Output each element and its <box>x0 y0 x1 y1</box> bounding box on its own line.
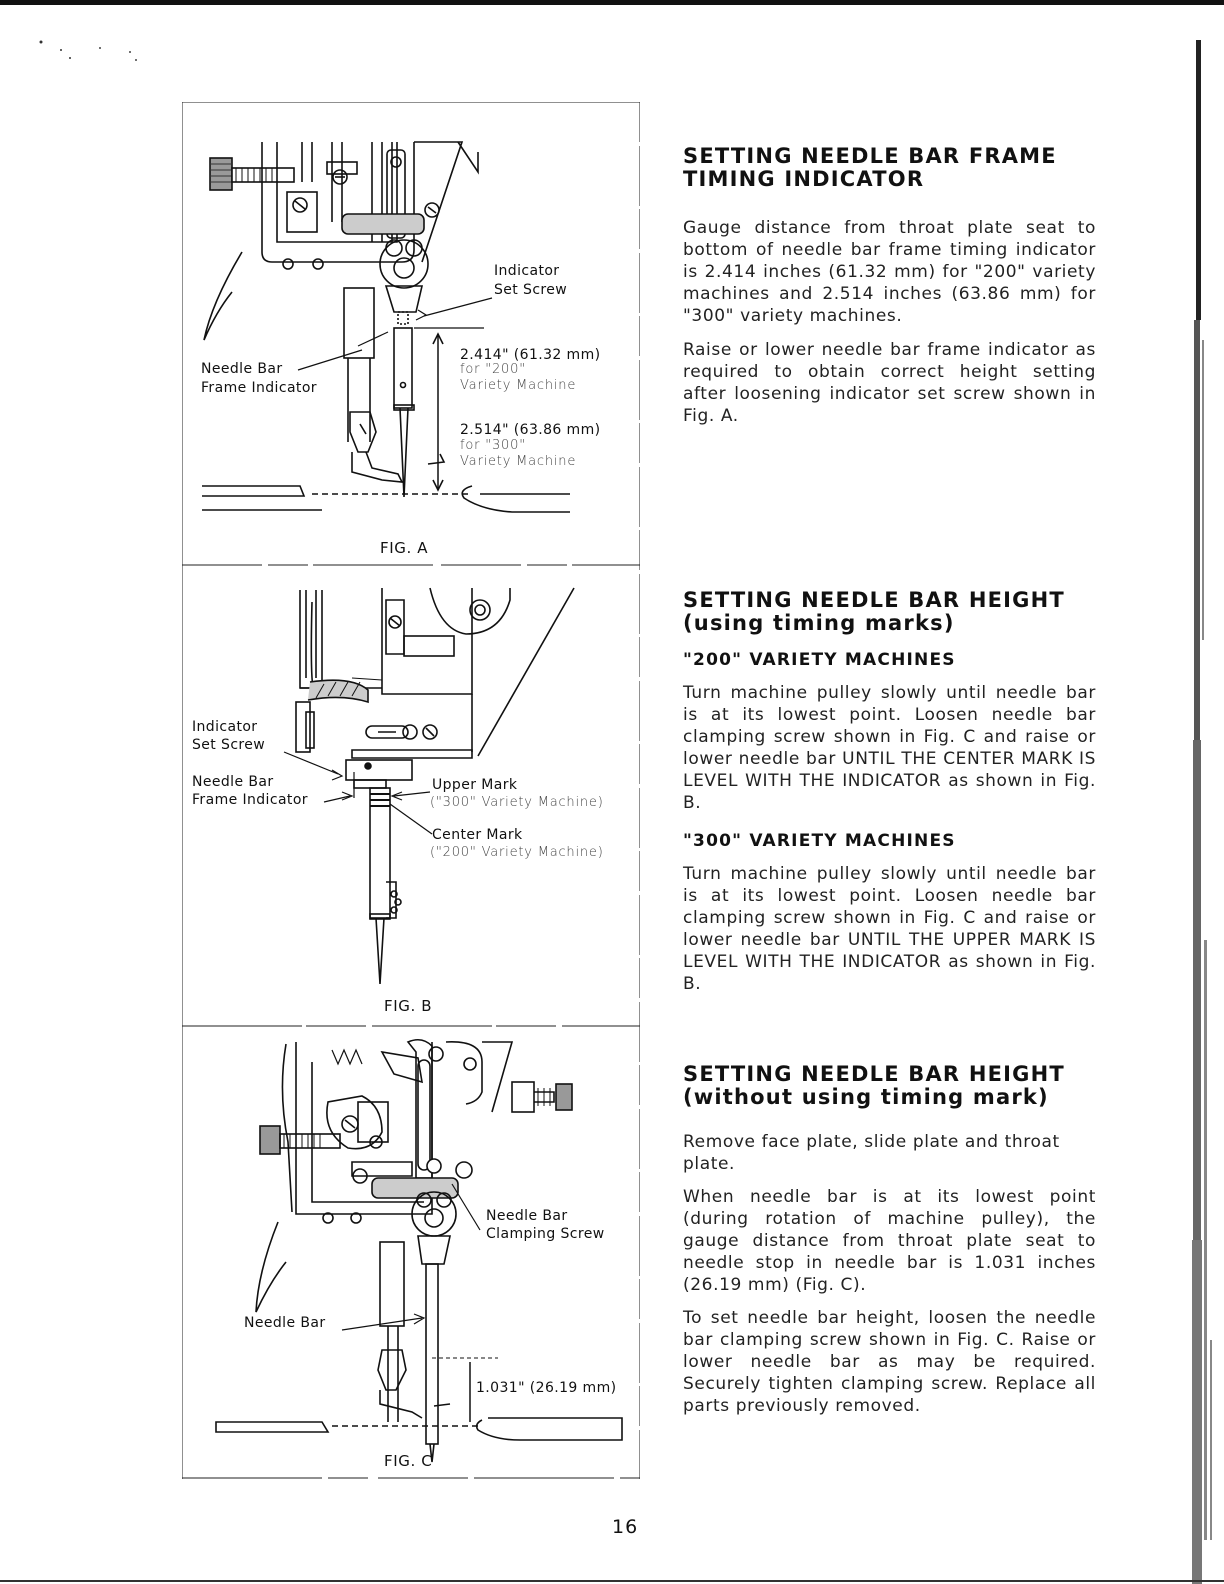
paragraph: Turn machine pulley slowly until needle bar is at its lowest point. Loosen needle bar clamping screw shown in Fig. C and raise or lower needle bar UNTIL THE UPPER MARK IS LEVEL WITH THE INDICATOR as shown in Fig. B. <box>683 864 1096 994</box>
fig-b-center-mark: Center Mark <box>432 827 523 843</box>
fig-b-upper-mark-note: ("300" Variety Machine) <box>430 795 604 810</box>
fig-a-label-frame-indicator: Frame Indicator <box>201 380 317 396</box>
fig-c-label-needle-bar-only: Needle Bar <box>244 1315 326 1331</box>
fig-c-label-clamping-screw: Clamping Screw <box>486 1226 605 1242</box>
fig-b-caption: FIG. B <box>384 997 433 1015</box>
page-top-border <box>0 0 1224 5</box>
page-number: 16 <box>612 1516 639 1538</box>
section-title: SETTING NEEDLE BAR FRAME TIMING INDICATOR <box>683 144 1057 191</box>
fig-a-dim-300-value: 2.514" (63.86 mm) <box>460 422 601 438</box>
fig-a-dim-200-value: 2.414" (61.32 mm) <box>460 347 601 363</box>
fig-a-dim-200-variety: Variety Machine <box>460 378 577 393</box>
fig-c-caption: FIG. C <box>384 1452 433 1470</box>
section-height-marks <box>683 589 1096 995</box>
fig-b-label-frame-indicator: Frame Indicator <box>192 792 308 808</box>
fig-a-dim-200-for: for "200" <box>460 362 526 377</box>
paragraph: When needle bar is at its lowest point (during rotation of machine pulley), the gauge distance from throat plate seat to needle stop in needle bar is 1.031 inches (26.19 mm) (Fig. C). <box>683 1187 1096 1295</box>
paragraph: Turn machine pulley slowly until needle bar is at its lowest point. Loosen needle bar clamping screw shown in Fig. C and raise or lower needle bar UNTIL THE CENTER MARK IS LEVEL WITH THE INDICATOR as shown in Fig. B. <box>683 683 1096 813</box>
page-bottom-border <box>0 1580 1224 1582</box>
fig-a-label-indicator: Indicator <box>494 263 560 279</box>
fig-b-drawing <box>284 588 574 984</box>
scan-edge-shadow <box>1190 40 1224 1584</box>
section-timing-indicator <box>683 145 1096 427</box>
fig-c-label-needle-bar: Needle Bar <box>486 1208 568 1224</box>
fig-b-center-mark-note: ("200" Variety Machine) <box>430 845 604 860</box>
fig-a-dim-300-variety: Variety Machine <box>460 454 577 469</box>
fig-b-label-set-screw: Set Screw <box>192 737 266 753</box>
scan-specks <box>30 30 150 70</box>
fig-a-label-needle-bar: Needle Bar <box>201 361 283 377</box>
section-title: SETTING NEEDLE BAR HEIGHT (without using timing mark) <box>683 1062 1065 1109</box>
paragraph: Gauge distance from throat plate seat to bottom of needle bar frame timing indicator is 2.414 inches (61.32 mm) for "200" variety machines and 2.514 inches (63.86 mm) for "300" variety machines. <box>683 218 1096 326</box>
paragraph: To set needle bar height, loosen the needle bar clamping screw shown in Fig. C. Raise or lower needle bar as may be required. Securely tighten clamping screw. Replace all parts previously removed. <box>683 1308 1096 1416</box>
paragraph: Remove face plate, slide plate and throat plate. <box>683 1132 1060 1174</box>
fig-c-drawing <box>216 1040 622 1462</box>
fig-a-dim-300-for: for "300" <box>460 438 526 453</box>
figures-panel <box>182 102 640 1479</box>
subheading-200: "200" VARIETY MACHINES <box>683 650 956 670</box>
fig-a-caption: FIG. A <box>380 539 429 557</box>
fig-c-dim: 1.031" (26.19 mm) <box>476 1380 617 1396</box>
section-height-no-mark <box>683 1063 1096 1417</box>
subheading-300: "300" VARIETY MACHINES <box>683 831 956 851</box>
section-title: SETTING NEEDLE BAR HEIGHT (using timing marks) <box>683 588 1065 635</box>
fig-b-label-indicator: Indicator <box>192 719 258 735</box>
fig-b-upper-mark: Upper Mark <box>432 777 518 793</box>
paragraph: Raise or lower needle bar frame indicator as required to obtain correct height setting after loosening indicator set screw shown in Fig. A. <box>683 340 1096 426</box>
fig-a-label-set-screw: Set Screw <box>494 282 568 298</box>
fig-b-label-needle-bar: Needle Bar <box>192 774 274 790</box>
